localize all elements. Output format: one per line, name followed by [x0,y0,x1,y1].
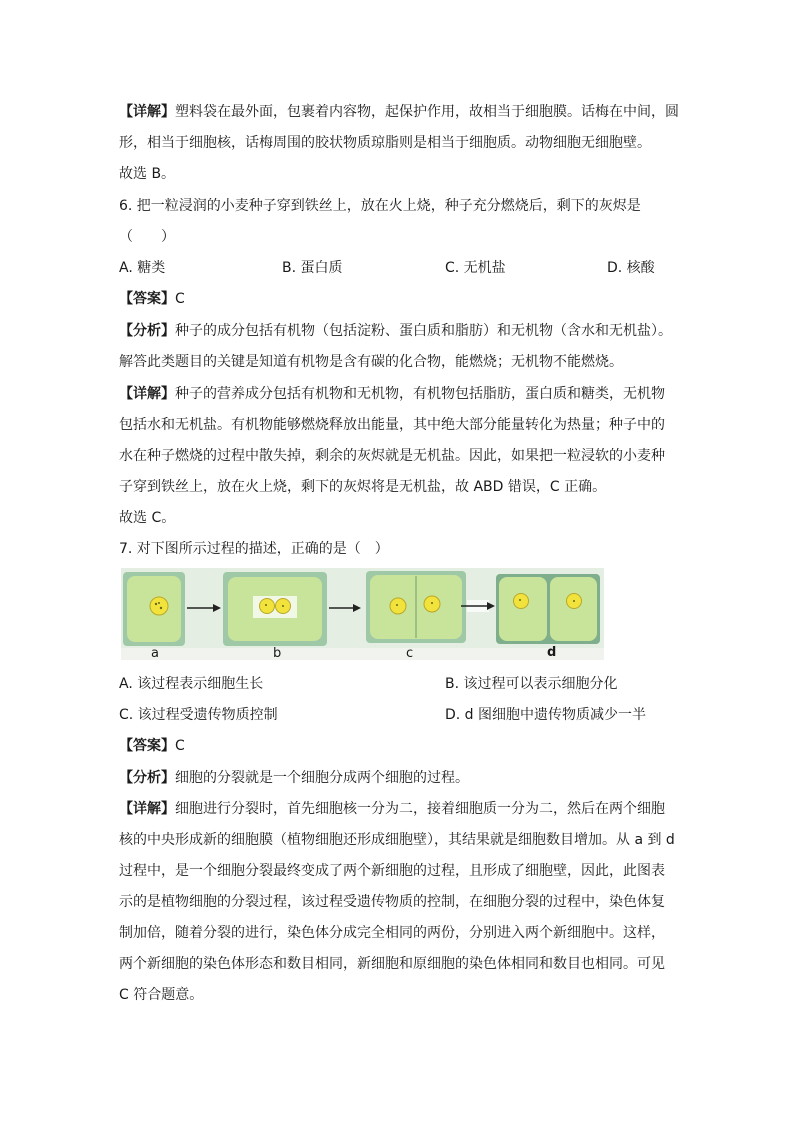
line-text: 塑料袋在最外面，包裹着内容物，起保护作用，故相当于细胞膜。话梅在中间，圆 [175,104,679,120]
line-text: 示的是植物细胞的分裂过程，该过程受遗传物质的控制，在细胞分裂的过程中，染色体复 [119,894,665,910]
detail-line [119,384,679,404]
cell-division-figure [121,568,604,660]
text-line [119,923,679,943]
line-text: 制加倍，随着分裂的进行，染色体分成完全相同的两份，分别进入两个新细胞中。这样， [119,925,665,941]
figure-label-d: d [547,645,557,660]
line-text: 子穿到铁丝上，放在火上烧，剩下的灰烬将是无机盐，故 ABD 错误，C 正确。 [119,479,607,495]
nucleus-a [150,597,168,615]
line-text: 核的中央形成新的细胞膜（植物细胞还形成细胞壁），其结果就是细胞数目增加。从 a 到 d [119,832,675,848]
line-text: 两个新细胞的染色体形态和数目相同，新细胞和原细胞的染色体相同和数目也相同。可见 [119,956,665,972]
line-text: C [175,738,185,754]
line-text: 种子的营养成分包括有机物和无机物，有机物包括脂肪，蛋白质和糖类，无机物 [175,386,665,402]
text-line [119,954,679,974]
line-text: 解答此类题目的关键是知道有机物是含有碳的化合物，能燃烧；无机物不能燃烧。 [119,354,623,370]
figure-label-a: a [151,646,159,661]
q6-option-c: C. 无机盐 [445,260,506,276]
section-tag: 【详解】 [119,386,175,402]
text-line [119,477,679,497]
line-text: C [175,291,185,307]
text-line [119,133,679,153]
section-tag: 【分析】 [119,770,175,786]
section-tag: 【答案】 [119,738,175,754]
line-text: 6. 把一粒浸润的小麦种子穿到铁丝上，放在火上烧，种子充分燃烧后，剩下的灰烬是 [119,198,641,214]
section-tag: 【详解】 [119,801,175,817]
text-line [119,830,679,850]
text-line [119,446,679,466]
text-line [119,861,679,881]
figure-label-b: b [273,646,282,661]
q7-option-d: D. d 图细胞中遗传物质减少一半 [445,707,647,723]
line-text: 7. 对下图所示过程的描述，正确的是（ ） [119,541,389,557]
q7-option-b: B. 该过程可以表示细胞分化 [445,676,618,692]
cell-division-illustration [121,568,604,660]
text-line [119,892,679,912]
nucleus-c-left [390,598,406,614]
line-text: 细胞进行分裂时，首先细胞核一分为二，接着细胞质一分为二，然后在两个细胞 [175,801,665,817]
text-line [119,102,679,122]
q6-option-b: B. 蛋白质 [282,260,343,276]
cell-d-left [499,577,547,641]
line-text: 种子的成分包括有机物（包括淀粉、蛋白质和脂肪）和无机物（含水和无机盐）。 [175,323,672,339]
line-text: 过程中，是一个细胞分裂最终变成了两个新细胞的过程，且形成了细胞壁，因此，此图表 [119,863,665,879]
answer-line [119,736,679,756]
q7-option-a: A. 该过程表示细胞生长 [119,676,264,692]
q6-option-a: A. 糖类 [119,260,166,276]
line-text: 包括水和无机盐。有机物能够燃烧释放出能量，其中绝大部分能量转化为热量；种子中的 [119,417,665,433]
text-line [119,415,679,435]
q7-option-c: C. 该过程受遗传物质控制 [119,707,278,723]
cell-d-right [550,577,597,641]
section-tag: 【详解】 [119,104,175,120]
text-line [119,985,679,1005]
answer-line [119,289,679,309]
question-6-stem [119,196,679,216]
analysis-line [119,321,679,341]
figure-label-c: c [406,646,414,661]
text-line [119,164,679,184]
line-text: 故选 B。 [119,166,176,182]
section-tag: 【分析】 [119,323,175,339]
nucleus-b-left [260,599,275,614]
line-text: （ ） [119,229,175,245]
text-line [119,227,679,247]
detail-line [119,799,679,819]
line-text: 水在种子燃烧的过程中散失掉，剩余的灰烬就是无机盐。因此，如果把一粒浸软的小麦种 [119,448,665,464]
line-text: C 符合题意。 [119,987,204,1003]
line-text: 细胞的分裂就是一个细胞分成两个细胞的过程。 [175,770,469,786]
question-7-stem [119,539,679,559]
text-line [119,508,679,528]
section-tag: 【答案】 [119,291,175,307]
text-line [119,352,679,372]
line-text: 故选 C。 [119,510,176,526]
nucleus-d-left [514,594,529,609]
q6-option-d: D. 核酸 [607,260,655,276]
analysis-line [119,768,679,788]
line-text: 形，相当于细胞核，话梅周围的胶状物质琼脂则是相当于细胞质。动物细胞无细胞壁。 [119,135,651,151]
